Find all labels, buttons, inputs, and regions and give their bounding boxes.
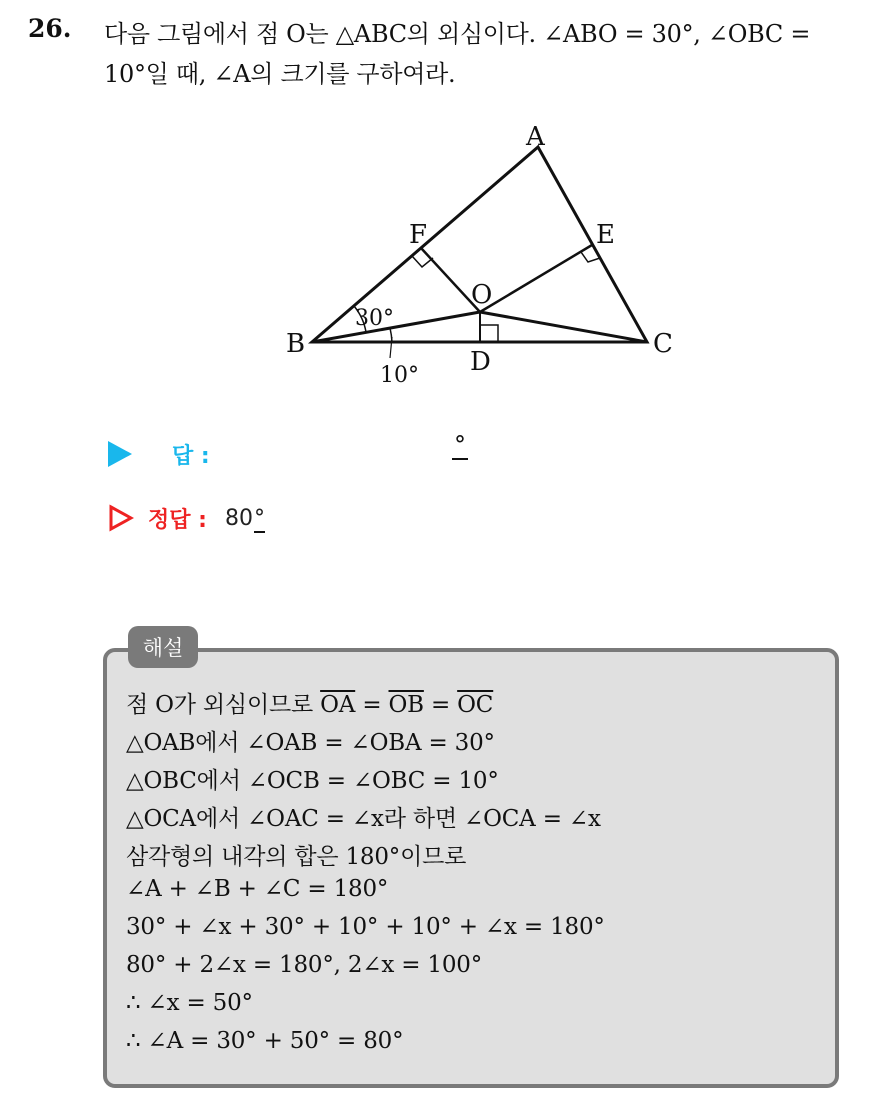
question-number: 26. bbox=[28, 14, 72, 43]
label-b: B bbox=[286, 329, 306, 359]
answer-blank[interactable]: ° bbox=[454, 431, 466, 459]
question-text-line1: 다음 그림에서 점 O는 △ABC의 외심이다. ∠ABO = 30°, ∠OBC = bbox=[104, 20, 811, 48]
solution-line-7: 30° + ∠x + 30° + 10° + 10° + ∠x = 180° bbox=[126, 914, 605, 940]
correct-answer-unit: ° bbox=[253, 505, 265, 531]
correct-answer-number: 80 bbox=[224, 505, 253, 531]
play-outline-icon bbox=[108, 504, 134, 532]
equals-1: = bbox=[355, 692, 389, 718]
solution-line-4: △OCA에서 ∠OAC = ∠x라 하면 ∠OCA = ∠x bbox=[126, 806, 601, 832]
right-angle-d bbox=[480, 325, 498, 342]
answer-label: 답 : bbox=[172, 443, 210, 469]
solution-line-9: ∴ ∠x = 50° bbox=[126, 990, 253, 1016]
label-c: C bbox=[653, 329, 673, 359]
label-f: F bbox=[409, 220, 428, 250]
question-text-line2: 10°일 때, ∠A의 크기를 구하여라. bbox=[104, 60, 456, 88]
label-o: O bbox=[471, 280, 493, 310]
segment-ob-label: $\overline{OB}$ bbox=[388, 692, 424, 718]
solution-tab: 해설 bbox=[128, 626, 198, 668]
label-a: A bbox=[526, 122, 545, 152]
segment-oa-label: $\overline{OA}$ bbox=[320, 692, 356, 718]
correct-answer-label: 정답 : bbox=[148, 507, 207, 533]
solution-line-10: ∴ ∠A = 30° + 50° = 80° bbox=[126, 1028, 404, 1054]
label-e: E bbox=[596, 220, 615, 250]
play-filled-icon bbox=[108, 441, 132, 467]
triangle-diagram bbox=[270, 115, 690, 400]
correct-answer-value bbox=[225, 506, 265, 531]
triangle-figure bbox=[270, 115, 690, 400]
solution-line-6: ∠A + ∠B + ∠C = 180° bbox=[126, 876, 389, 902]
segment-oc-label: $\overline{OC}$ bbox=[457, 692, 494, 718]
segment-oe bbox=[480, 245, 592, 312]
solution-line-3: △OBC에서 ∠OCB = ∠OBC = 10° bbox=[126, 768, 499, 794]
angle-pointer-obc bbox=[390, 337, 392, 358]
answer-row bbox=[108, 436, 210, 472]
solution-line-1-text: 점 O가 외심이므로 bbox=[126, 692, 321, 718]
solution-line-5: 삼각형의 내각의 합은 180°이므로 bbox=[126, 844, 467, 870]
label-angle-obc: 10° bbox=[380, 363, 419, 388]
label-d: D bbox=[470, 347, 491, 377]
segment-oc bbox=[480, 312, 647, 342]
correct-answer-row bbox=[108, 500, 265, 536]
equals-2: = bbox=[423, 692, 458, 718]
label-angle-abo: 30° bbox=[355, 306, 394, 331]
solution-line-8: 80° + 2∠x = 180°, 2∠x = 100° bbox=[126, 952, 483, 978]
segment-ob bbox=[312, 312, 480, 342]
solution-line-1 bbox=[126, 686, 493, 719]
solution-line-2: △OAB에서 ∠OAB = ∠OBA = 30° bbox=[126, 730, 495, 756]
